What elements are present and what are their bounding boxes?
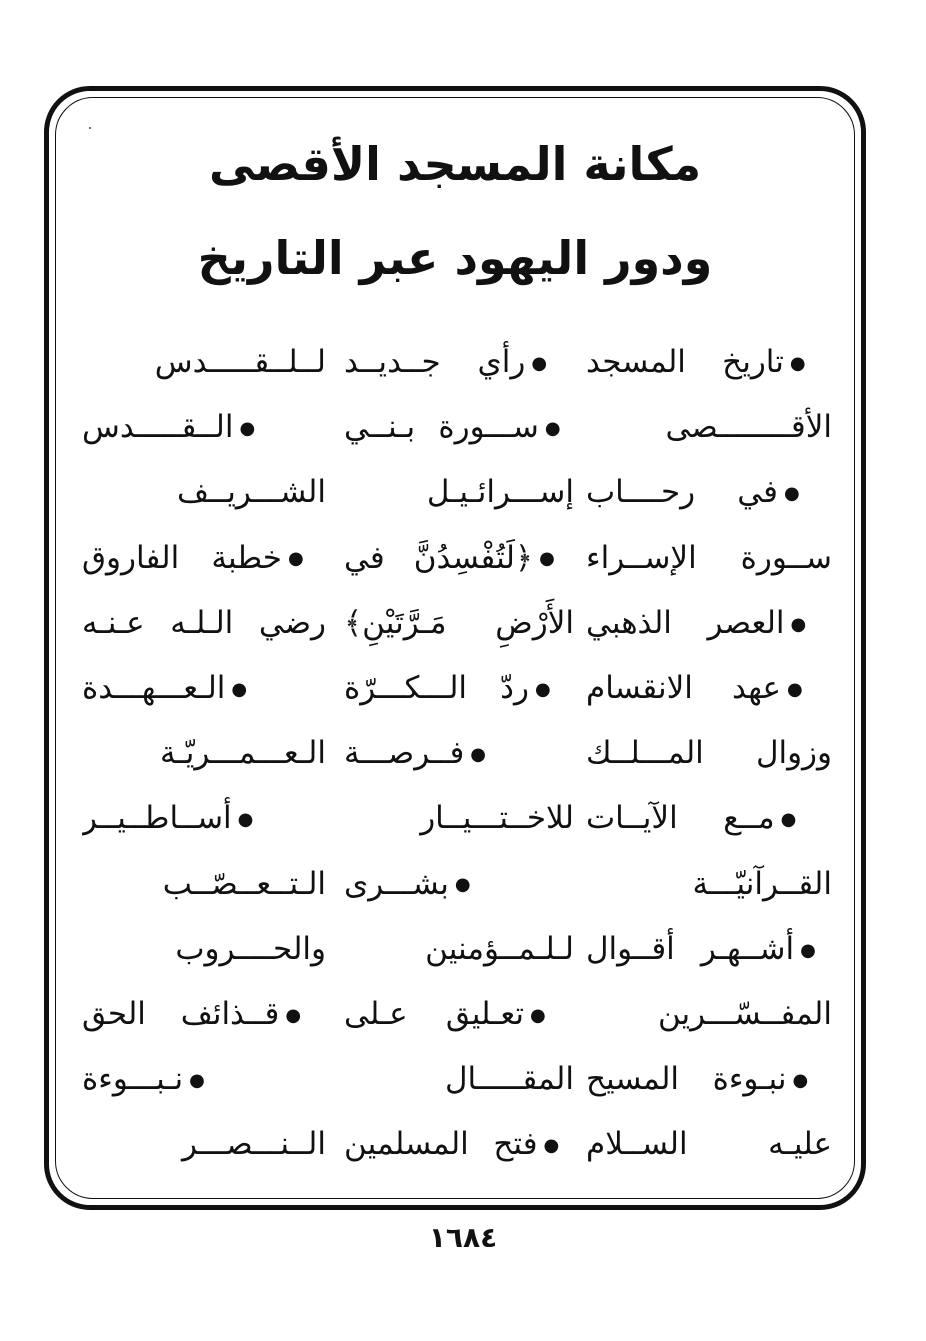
toc-entry-line	[582, 917, 832, 982]
toc-entry-text: عليـه الســلام	[586, 1126, 832, 1163]
toc-entry-line	[82, 786, 332, 851]
bullet-icon: ●	[534, 678, 574, 700]
toc-entry-line	[582, 1047, 832, 1112]
toc-entry-line	[82, 395, 332, 460]
toc-entry-text: القــرآنيّـــة	[692, 865, 832, 902]
toc-entry-text: تعـليق عـلى	[344, 995, 524, 1032]
toc-entry-text: خطبة الفاروق	[82, 539, 282, 576]
toc-entry-text: العصر الذهبي	[586, 604, 785, 641]
toc-entry-text: الـعـــمـــريّـة	[160, 735, 326, 772]
page-number: ١٦٨٤	[428, 1221, 498, 1254]
toc-entry-line	[332, 982, 582, 1047]
toc-column-middle	[332, 330, 582, 1177]
toc-entry-text: الأَرْضِ مَـرَّتَيْنِ﴾	[344, 604, 574, 641]
toc-entry-text: الشـــريــف	[177, 474, 326, 511]
toc-entry-line	[582, 526, 832, 591]
toc-entry-text: أشــهـر أقــوال	[586, 930, 795, 967]
bullet-icon: ●	[231, 678, 326, 700]
toc-entry-text: المقـــــال	[444, 1061, 574, 1098]
bullet-icon: ●	[237, 809, 326, 831]
toc-entry-text: بشـــرى	[344, 865, 449, 902]
toc-entry-line	[82, 1112, 332, 1177]
toc-entry-text: ردّ الـــكـــرّة	[344, 669, 529, 706]
table-of-contents	[82, 330, 832, 1177]
toc-entry-line	[332, 1112, 582, 1177]
bullet-icon: ●	[789, 352, 832, 374]
toc-entry-text: وزوال المـــلــك	[586, 735, 832, 772]
toc-entry-text: الـعـــهـــدة	[82, 669, 226, 706]
toc-entry-text: ســـورة بـنــي	[344, 409, 539, 446]
toc-entry-text: لـلـمــؤمنين	[425, 930, 574, 967]
toc-entry-text: نبـوءة المسيح	[586, 1061, 787, 1098]
toc-entry-text: الـتــعــصّــب	[162, 865, 326, 902]
toc-entry-line	[582, 982, 832, 1047]
bullet-icon: ●	[470, 744, 574, 766]
scan-speck	[89, 127, 91, 129]
toc-entry-line	[582, 656, 832, 721]
toc-entry-line	[82, 526, 332, 591]
bullet-icon: ●	[787, 678, 832, 700]
bullet-icon: ●	[531, 352, 574, 374]
toc-entry-text: فتح المسلمين	[344, 1126, 538, 1163]
toc-column-left	[82, 330, 332, 1177]
toc-entry-text: في رحــــاب	[586, 474, 778, 511]
toc-entry-line	[82, 1047, 332, 1112]
toc-entry-line	[82, 982, 332, 1047]
toc-entry-line	[332, 917, 582, 982]
toc-entry-line	[332, 330, 582, 395]
toc-entry-text: للاخــتـــيــار	[420, 800, 574, 837]
toc-entry-line	[332, 786, 582, 851]
bullet-icon: ●	[800, 939, 832, 961]
toc-entry-line	[582, 1112, 832, 1177]
bullet-icon: ●	[529, 1004, 574, 1026]
toc-entry-line	[582, 721, 832, 786]
toc-entry-line	[82, 656, 332, 721]
toc-entry-line	[82, 591, 332, 656]
bullet-icon: ●	[783, 483, 832, 505]
toc-entry-text: والحــــروب	[175, 930, 326, 967]
toc-entry-text: ﴿لَتُفْسِدُنَّ في	[344, 539, 534, 576]
toc-entry-text: نـبـــوءة	[82, 1061, 184, 1098]
toc-entry-line	[82, 917, 332, 982]
toc-entry-line	[582, 591, 832, 656]
bullet-icon: ●	[792, 1069, 832, 1091]
bullet-icon: ●	[790, 613, 832, 635]
toc-entry-line	[332, 721, 582, 786]
toc-entry-line	[82, 330, 332, 395]
toc-entry-text: ســورة الإســراء	[586, 539, 832, 576]
bullet-icon: ●	[544, 418, 574, 440]
toc-entry-text: قــذائف الحق	[82, 995, 280, 1032]
bullet-icon: ●	[239, 418, 326, 440]
bullet-icon: ●	[543, 1135, 574, 1157]
toc-entry-line	[582, 852, 832, 917]
toc-column-right	[582, 330, 832, 1177]
toc-entry-line	[82, 721, 332, 786]
toc-entry-line	[332, 1047, 582, 1112]
toc-entry-text: مــع الآيــات	[586, 800, 775, 837]
bullet-icon: ●	[189, 1069, 326, 1091]
toc-entry-text: المفــسّـــرين	[657, 995, 832, 1032]
toc-entry-line	[582, 460, 832, 525]
toc-entry-line	[332, 395, 582, 460]
toc-entry-text: فــرصـــة	[344, 735, 465, 772]
toc-entry-text: عهد الانقسام	[586, 669, 782, 706]
toc-entry-text: الأقــــــــصى	[665, 409, 832, 446]
bullet-icon: ●	[287, 548, 326, 570]
page-title-line-2: ودور اليهود عبر التاريخ	[197, 231, 713, 285]
toc-entry-line	[82, 460, 332, 525]
page-title-line-1: مكانة المسجد الأقصى	[208, 137, 702, 191]
toc-entry-text: رأي جــديــد	[344, 344, 526, 380]
toc-entry-line	[332, 526, 582, 591]
toc-entry-text: تاريخ المسجد	[586, 344, 784, 380]
toc-entry-line	[582, 786, 832, 851]
toc-entry-line	[82, 852, 332, 917]
toc-entry-line	[332, 852, 582, 917]
toc-entry-line	[582, 395, 832, 460]
bullet-icon: ●	[539, 548, 574, 570]
toc-entry-line	[332, 591, 582, 656]
toc-entry-text: الــقـــــدس	[82, 409, 234, 446]
bullet-icon: ●	[454, 874, 574, 896]
toc-entry-line	[332, 460, 582, 525]
bullet-icon: ●	[285, 1004, 326, 1026]
toc-entry-line	[582, 330, 832, 395]
toc-entry-line	[332, 656, 582, 721]
toc-entry-text: إســـرائـيـل	[426, 474, 574, 511]
toc-entry-text: رضي الـلـه عـنـه	[82, 604, 326, 641]
toc-entry-text: أســاطــيــر	[82, 800, 232, 837]
toc-entry-text: الــنـــصـــر	[181, 1126, 326, 1163]
bullet-icon: ●	[780, 809, 832, 831]
toc-entry-text: لــلــقـــــدس	[154, 344, 326, 380]
